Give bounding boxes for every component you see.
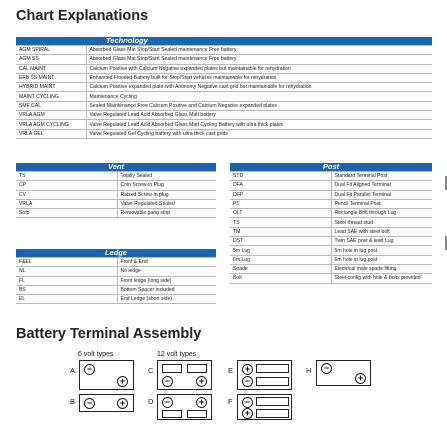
ledge-row: [16, 295, 216, 304]
post-description-cell: Steel thread stud: [331, 218, 432, 227]
post-row: [230, 218, 432, 227]
technology-header-band: [16, 37, 432, 45]
positive-terminal-icon: +: [242, 408, 253, 419]
post-description-cell: Electrical male spade fitting: [331, 264, 432, 273]
ledge-description-cell: No ledge: [117, 267, 216, 276]
post-description-cell: Twin SAE post & lead Lug: [331, 237, 432, 246]
technology-code-cell: EFB SS MAINT: [16, 73, 86, 82]
vent-strip-box: [256, 409, 289, 418]
diagram-label-e: E: [228, 366, 234, 375]
vent-row: [16, 199, 216, 208]
battery-diagram-a: [79, 360, 134, 390]
post-description-cell: 6m hole in lug post: [331, 255, 432, 264]
diagram-label-f: F: [228, 397, 233, 406]
ledge-row: [16, 267, 216, 276]
vent-row: [16, 190, 216, 199]
technology-code-cell: AGM SS: [16, 55, 86, 64]
vent-code-cell: CV: [16, 190, 117, 199]
negative-terminal-icon: −: [321, 363, 332, 374]
assembly-title: Battery Terminal Assembly: [16, 326, 202, 342]
ledge-code-cell: NL: [16, 267, 117, 276]
technology-code-cell: AGM SPIRAL: [16, 46, 86, 55]
vent-strip-box: [162, 410, 182, 418]
positive-terminal-icon: +: [355, 373, 366, 384]
vent-strip-box: [256, 397, 289, 406]
post-description-cell: Rectangle Bolt through Lug: [331, 209, 432, 218]
vent-description-cell: Valve Regulated Sealed: [117, 199, 216, 208]
vent-table: [16, 171, 216, 218]
ledge-row: [16, 258, 216, 267]
post-heading: Post: [322, 162, 340, 171]
ledge-row: [16, 276, 216, 285]
positive-terminal-icon: +: [117, 376, 128, 387]
post-row: [230, 209, 432, 218]
ledge-description-cell: Front & End: [117, 258, 216, 267]
technology-row: [16, 111, 432, 120]
post-code-cell: 6m Lug: [230, 255, 331, 264]
technology-description-cell: Absorbed Glass Mat Stop/Start Sealed maintenance Free battery: [86, 46, 432, 55]
technology-row: [16, 64, 432, 73]
vent-description-cell: Raised Screw-in plug: [117, 190, 216, 199]
post-row: [230, 274, 432, 283]
ledge-code-cell: FL: [16, 276, 117, 285]
page-title: Chart Explanations: [16, 8, 149, 24]
negative-terminal-icon: −: [162, 397, 173, 408]
technology-code-cell: MAINT CYCLING: [16, 92, 86, 101]
ledge-code-cell: EL: [16, 295, 117, 304]
diagram-label-h: H: [306, 366, 312, 375]
post-row: [230, 190, 432, 199]
negative-terminal-icon: −: [242, 376, 253, 387]
negative-terminal-icon: −: [162, 376, 173, 387]
twelve-volt-label: 12 volt types: [157, 351, 197, 358]
positive-terminal-icon: +: [196, 397, 207, 408]
vent-strip-box: [162, 364, 182, 373]
diagram-label-a: A: [70, 366, 76, 375]
technology-code-cell: HYBRID MAINT: [16, 83, 86, 92]
ledge-heading: Ledge: [104, 248, 128, 257]
six-volt-label: 6 volt types: [78, 351, 114, 358]
technology-description-cell: Absorbed Glass Mat Stop/Start Sealed maintenance Free battery: [86, 55, 432, 64]
ledge-code-cell: F&EL: [16, 258, 117, 267]
vent-code-cell: CP: [16, 181, 117, 190]
negative-terminal-icon: −: [84, 398, 95, 409]
vent-strip-box: [187, 410, 207, 418]
ledge-description-cell: End Ledge (short side): [117, 295, 216, 304]
positive-terminal-icon: +: [196, 376, 207, 387]
vent-description-cell: Coin Screw-in Plug: [117, 181, 216, 190]
post-row: [230, 246, 432, 255]
technology-description-cell: Sealed Maintenance Free Calcium Positive and Calcium Negative expanded plates: [86, 101, 432, 110]
technology-row: [16, 120, 432, 129]
post-code-cell: STD: [230, 172, 331, 181]
technology-row: [16, 129, 432, 138]
post-row: [230, 264, 432, 273]
technology-code-cell: VRLA AGM: [16, 111, 86, 120]
ledge-row: [16, 285, 216, 294]
vent-description-cell: Removable gang strip: [117, 209, 216, 218]
ledge-description-cell: Front ledge (long side): [117, 276, 216, 285]
ledge-description-cell: Bottom Spacer included: [117, 285, 216, 294]
post-code-cell: Bolt: [230, 274, 331, 283]
post-header-band: [230, 163, 432, 171]
post-code-cell: TM: [230, 227, 331, 236]
technology-row: [16, 55, 432, 64]
technology-row: [16, 101, 432, 110]
technology-row: [16, 46, 432, 55]
post-description-cell: 5m hole in lug post: [331, 246, 432, 255]
ledge-code-cell: BS: [16, 285, 117, 294]
post-description-cell: Lead SAE with steel bolt: [331, 227, 432, 236]
technology-description-cell: Enhanced Flooded Battery built for Stop/Start vehicles maintainable for rehydration: [86, 73, 432, 82]
technology-row: [16, 92, 432, 101]
vent-description-cell: Totally Sealed: [117, 172, 216, 181]
negative-terminal-icon: −: [84, 364, 95, 375]
vent-row: [16, 209, 216, 218]
post-row: [230, 199, 432, 208]
technology-description-cell: Valve Regulated Gel Cycling battery with ultra thick cast grids: [86, 129, 432, 138]
post-code-cell: DST: [230, 237, 331, 246]
post-code-cell: TS: [230, 218, 331, 227]
battery-diagram-c: [157, 360, 212, 390]
diagram-label-b: B: [70, 397, 76, 406]
battery-diagram-f: [237, 394, 292, 420]
vent-code-cell: TS: [16, 172, 117, 181]
vent-heading: Vent: [108, 162, 124, 171]
technology-code-cell: VRLA GEL: [16, 129, 86, 138]
technology-code-cell: VRLA AGM CYCLING: [16, 120, 86, 129]
post-code-cell: OLT: [230, 209, 331, 218]
technology-code-cell: SMF CAL: [16, 101, 86, 110]
technology-heading: Technology: [106, 36, 148, 45]
post-description-cell: Pencil Terminal Post: [331, 199, 432, 208]
vent-code-cell: VRLA: [16, 199, 117, 208]
technology-description-cell: Calcium Positive expanded plate with Antinomy Negative cast grid but maintainable for rehydration: [86, 83, 432, 92]
technology-code-cell: CAL MAINT: [16, 64, 86, 73]
battery-diagram-b: [79, 394, 134, 412]
vent-row: [16, 172, 216, 181]
negative-terminal-icon: −: [242, 397, 253, 408]
post-description-cell: Dual Fit Parallel Terminal: [331, 190, 432, 199]
positive-terminal-icon: +: [242, 364, 253, 375]
battery-diagram-e: [237, 360, 292, 390]
technology-description-cell: Calcium Positive with Calcium Negative expanded plates but maintainable for rehydration: [86, 64, 432, 73]
battery-diagram-d: [157, 394, 212, 420]
ledge-table: [16, 257, 216, 304]
post-row: [230, 237, 432, 246]
post-code-cell: 5m Lug: [230, 246, 331, 255]
vent-strip-box: [187, 364, 207, 373]
battery-diagram-h: [316, 360, 371, 386]
vent-row: [16, 181, 216, 190]
vent-strip-box: [256, 364, 289, 373]
vent-code-cell: Strip: [16, 209, 117, 218]
post-table: [230, 171, 432, 284]
post-code-cell: DFA: [230, 181, 331, 190]
post-description-cell: Dual Fit Aligned Terminal: [331, 181, 432, 190]
technology-description-cell: Valve Regulated Lead Acid Absorbed Glass Matt battery: [86, 111, 432, 120]
post-code-cell: PT: [230, 199, 331, 208]
technology-row: [16, 73, 432, 82]
technology-description-cell: Valve Regulated Lead Acid Absorbed Glass Matt Cycling Battery with ultra thick plates: [86, 120, 432, 129]
post-description-cell: Steel config with hole & bolts provided: [331, 274, 432, 283]
technology-description-cell: Maintenance Cycling: [86, 92, 432, 101]
ledge-header-band: [16, 249, 216, 257]
post-code-cell: DFP: [230, 190, 331, 199]
post-row: [230, 181, 432, 190]
diagram-label-c: C: [148, 366, 154, 375]
technology-table: [16, 45, 432, 139]
technology-row: [16, 83, 432, 92]
post-row: [230, 172, 432, 181]
post-code-cell: Spade: [230, 264, 331, 273]
post-row: [230, 227, 432, 236]
diagram-label-d: D: [148, 397, 154, 406]
vent-strip-box: [256, 377, 289, 386]
post-row: [230, 255, 432, 264]
positive-terminal-icon: +: [117, 398, 128, 409]
post-description-cell: Standard Terminal Post: [331, 172, 432, 181]
vent-header-band: [16, 163, 216, 171]
